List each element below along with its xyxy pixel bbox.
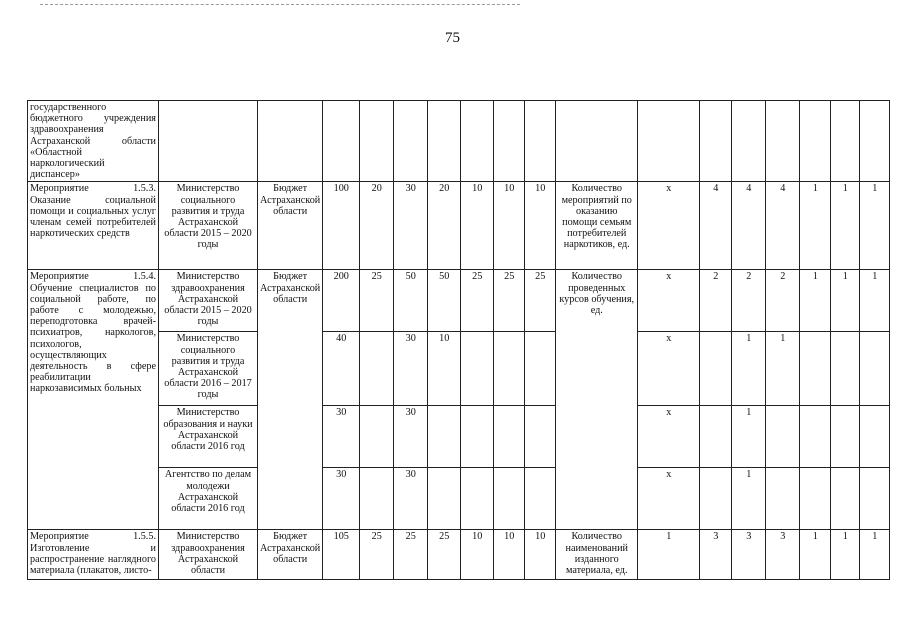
target-cell: 1	[860, 182, 890, 270]
target-cell: х	[638, 468, 700, 530]
value-cell: 40	[323, 332, 360, 406]
executor-cell: Министерство здравоохранения Астраханской области	[159, 530, 258, 580]
value-cell: 10	[525, 182, 556, 270]
value-cell	[494, 332, 525, 406]
value-cell	[494, 406, 525, 468]
value-cell: 50	[428, 270, 461, 332]
target-cell	[700, 332, 732, 406]
target-cell: 1	[800, 270, 831, 332]
executor-cell: Министерство образования и науки Астраханской области 2016 год	[159, 406, 258, 468]
table-row	[28, 182, 890, 270]
value-cell: 10	[494, 530, 525, 580]
source-cell: Бюджет Астраханской области	[258, 270, 323, 530]
value-cell: 10	[428, 332, 461, 406]
target-cell: 2	[732, 270, 766, 332]
value-cell: 30	[323, 406, 360, 468]
event-cell: Мероприятие 1.5.5. Изготовление и распространение наглядного материала (плакатов, листо-	[28, 530, 159, 580]
value-cell	[525, 332, 556, 406]
indicator-cell: Количество проведенных курсов обучения, ед.	[556, 270, 638, 530]
executor-cell: Министерство социального развития и труда Астраханской области 2016 – 2017 годы	[159, 332, 258, 406]
target-cell: 2	[766, 270, 800, 332]
executor-cell: Агентство по делам молодежи Астраханской области 2016 год	[159, 468, 258, 530]
target-cell	[860, 406, 890, 468]
value-cell: 30	[394, 182, 428, 270]
executor-cell: Министерство социального развития и труда Астраханской области 2015 – 2020 годы	[159, 182, 258, 270]
value-cell: 10	[461, 182, 494, 270]
value-cell: 50	[394, 270, 428, 332]
source-cell	[258, 101, 323, 182]
value-cell: 200	[323, 270, 360, 332]
target-cell	[860, 468, 890, 530]
target-cell: 1	[860, 270, 890, 332]
target-cell: 3	[700, 530, 732, 580]
value-cell: 25	[428, 530, 461, 580]
target-cell: х	[638, 332, 700, 406]
value-cell: 25	[394, 530, 428, 580]
value-cell: 10	[461, 530, 494, 580]
indicator-cell: Количество наименований изданного материала, ед.	[556, 530, 638, 580]
target-cell: 1	[831, 182, 860, 270]
value-cell	[494, 468, 525, 530]
value-cell	[525, 468, 556, 530]
target-cell	[860, 332, 890, 406]
source-cell: Бюджет Астраханской области	[258, 530, 323, 580]
target-cell	[766, 406, 800, 468]
table-row	[28, 530, 890, 580]
value-cell: 100	[323, 182, 360, 270]
value-cell	[428, 406, 461, 468]
executor-cell: Министерство здравоохранения Астраханской области 2015 – 2020 годы	[159, 270, 258, 332]
target-cell: х	[638, 270, 700, 332]
program-table	[27, 100, 890, 580]
value-cell: 20	[428, 182, 461, 270]
value-cell: 20	[360, 182, 394, 270]
target-cell: 1	[638, 530, 700, 580]
page-number: 75	[445, 30, 460, 46]
target-cell: 1	[766, 332, 800, 406]
value-cell: 30	[394, 332, 428, 406]
value-cell: 25	[461, 270, 494, 332]
target-cell	[800, 332, 831, 406]
target-cell: 3	[766, 530, 800, 580]
value-cell: 30	[394, 468, 428, 530]
indicator-cell: Количество мероприятий по оказанию помощи семьям потребителей наркотиков, ед.	[556, 182, 638, 270]
value-cell: 25	[525, 270, 556, 332]
target-cell: 1	[800, 182, 831, 270]
value-cell	[360, 468, 394, 530]
target-cell	[700, 406, 732, 468]
table-row	[28, 101, 890, 182]
value-cell	[360, 332, 394, 406]
target-cell	[700, 468, 732, 530]
target-cell	[766, 468, 800, 530]
value-cell	[525, 406, 556, 468]
target-cell: 4	[732, 182, 766, 270]
value-cell	[461, 332, 494, 406]
event-cell: Мероприятие 1.5.4. Обучение специалистов по социальной работе, по работе с молодежью, переподготовка врачей-психиатров, наркологов, психологов, осуществляющих деятельность в сфере реабилитации наркозависимых больных	[28, 270, 159, 530]
target-cell	[800, 406, 831, 468]
value-cell: 25	[360, 270, 394, 332]
target-cell: 3	[732, 530, 766, 580]
target-cell: 2	[700, 270, 732, 332]
target-cell: 1	[831, 530, 860, 580]
target-cell	[800, 468, 831, 530]
target-cell: 1	[831, 270, 860, 332]
value-cell: 10	[525, 530, 556, 580]
value-cell: 10	[494, 182, 525, 270]
event-cell: государственного бюджетного учреждения здравоохранения Астраханской области «Областной наркологический диспансер»	[28, 101, 159, 182]
executor-cell	[159, 101, 258, 182]
value-cell	[360, 406, 394, 468]
target-cell	[831, 468, 860, 530]
target-cell: 1	[732, 406, 766, 468]
target-cell: х	[638, 406, 700, 468]
event-cell: Мероприятие 1.5.3. Оказание социальной помощи и социальных услуг членам семей потребителей наркотических средств	[28, 182, 159, 270]
target-cell: 1	[860, 530, 890, 580]
target-cell: х	[638, 182, 700, 270]
value-cell: 25	[360, 530, 394, 580]
indicator-cell	[556, 101, 638, 182]
value-cell: 30	[394, 406, 428, 468]
table-row	[28, 270, 890, 332]
source-cell: Бюджет Астраханской области	[258, 182, 323, 270]
value-cell	[461, 406, 494, 468]
target-cell	[831, 406, 860, 468]
top-scan-line	[40, 4, 520, 5]
target-cell: 1	[732, 332, 766, 406]
target-cell: 4	[766, 182, 800, 270]
target-cell: 1	[732, 468, 766, 530]
value-cell: 30	[323, 468, 360, 530]
target-cell	[831, 332, 860, 406]
value-cell	[461, 468, 494, 530]
value-cell	[428, 468, 461, 530]
target-cell: 4	[700, 182, 732, 270]
value-cell: 25	[494, 270, 525, 332]
target-cell: 1	[800, 530, 831, 580]
value-cell: 105	[323, 530, 360, 580]
